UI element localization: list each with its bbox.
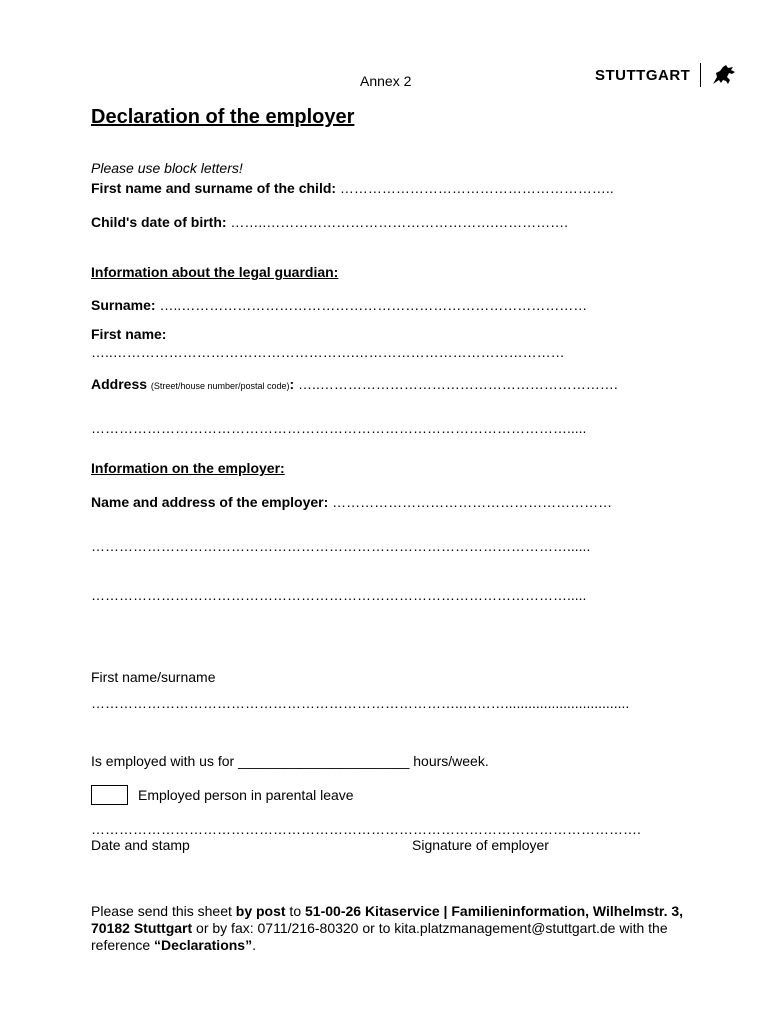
footer-by-post: by post	[235, 903, 286, 919]
footer-text-1: Please send this sheet	[91, 903, 236, 919]
child-dob-label: Child's date of birth:	[91, 214, 227, 230]
child-name-dots: …………………………………………………..	[336, 180, 614, 196]
child-name-field[interactable]	[91, 180, 681, 196]
guardian-address-dots: …..……………………………………………………….	[294, 376, 618, 392]
guardian-address-colon: :	[289, 376, 295, 392]
annex-label: Annex 2	[360, 73, 412, 89]
child-dob-dots: ……..………………………………………….…………….	[226, 214, 568, 230]
footer-reference: “Declarations”	[154, 937, 253, 953]
guardian-address-hint: (Street/house number/postal code)	[150, 381, 290, 391]
guardian-address-field[interactable]	[91, 376, 681, 392]
page-title: Declaration of the employer	[91, 106, 355, 128]
employer-signature-label: Signature of employer	[412, 837, 549, 853]
child-name-label: First name and surname of the child:	[91, 180, 337, 196]
employer-name-address-field[interactable]	[91, 494, 681, 510]
child-dob-field[interactable]	[91, 214, 681, 230]
hours-prefix: Is employed with us for	[91, 753, 235, 769]
signatory-field[interactable]: ……………………………………………………………………..………................................	[91, 695, 630, 711]
employer-address-line3[interactable]: ………………………………………………………………………………………….....	[91, 587, 587, 603]
employer-name-address-label: Name and address of the employer:	[91, 494, 329, 510]
hours-blank[interactable]: ______________________	[238, 753, 410, 769]
parental-leave-label: Employed person in parental leave	[138, 787, 354, 803]
hours-suffix: hours/week.	[413, 753, 489, 769]
employer-name-address-dots: ……………………………………………………	[328, 494, 613, 510]
stuttgart-logo	[595, 60, 737, 90]
guardian-surname-label: Surname:	[91, 297, 156, 313]
signature-line[interactable]: ……………………………………………………………………………………………………….	[91, 821, 641, 837]
signatory-label: First name/surname	[91, 669, 216, 685]
instruction-text: Please use block letters!	[91, 160, 243, 176]
horse-icon	[711, 64, 737, 86]
guardian-address-line2[interactable]: ………………………………………………………………………………………….....	[91, 420, 587, 436]
footer-text-3: to	[285, 903, 306, 919]
hours-per-week-field[interactable]	[91, 753, 681, 769]
footer-address: 51-00-26 Kitaservice | Familieninformation, Wilhelmstr. 3, 70182 Stuttgart	[91, 903, 684, 936]
footer-instructions	[91, 903, 691, 954]
guardian-surname-field[interactable]	[91, 297, 681, 313]
parental-leave-checkbox[interactable]	[91, 785, 128, 805]
employer-address-line2[interactable]: …………………………………………………………………………………………......	[91, 538, 591, 554]
date-stamp-label: Date and stamp	[91, 837, 190, 853]
employer-heading: Information on the employer:	[91, 460, 285, 476]
guardian-address-label: Address	[91, 376, 148, 392]
footer-fax-email: or by fax: 0711/216-80320 or to kita.platzmanagement@stuttgart.de with the reference	[91, 920, 668, 953]
guardian-heading: Information about the legal guardian:	[91, 264, 339, 280]
guardian-firstname-field[interactable]: …..…………………………………………….………………………………………	[91, 344, 565, 360]
logo-divider	[700, 63, 701, 87]
guardian-firstname-label: First name:	[91, 326, 167, 342]
guardian-surname-dots: …..……………………………………………………………………………	[155, 297, 588, 313]
logo-text: STUTTGART	[595, 66, 691, 84]
footer-text-7: .	[252, 937, 256, 953]
